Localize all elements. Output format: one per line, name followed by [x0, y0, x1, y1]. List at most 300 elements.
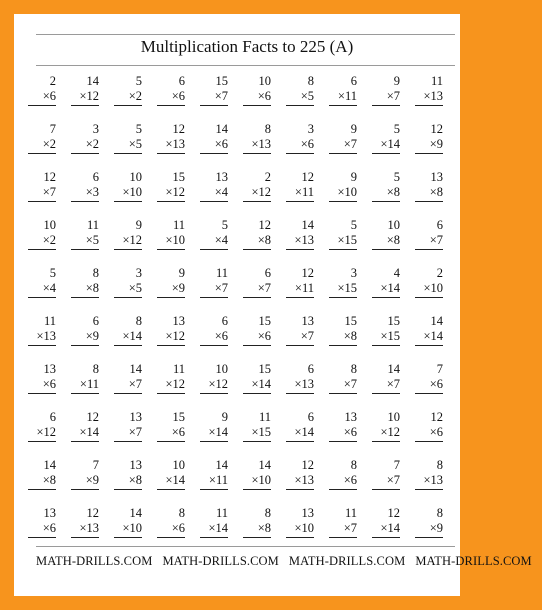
problem-multiplicand: 3 — [307, 122, 314, 136]
problem-multiplicand: 7 — [92, 458, 99, 472]
answer-line — [157, 105, 185, 106]
problem-multiplier: ×7 — [257, 281, 271, 295]
problem-multiplier: ×11 — [294, 281, 314, 295]
problem-multiplicand: 11 — [215, 266, 228, 280]
answer-line — [286, 249, 314, 250]
problem — [12, 74, 56, 108]
problem — [141, 74, 185, 108]
answer-line — [415, 297, 443, 298]
problem-multiplicand: 8 — [307, 74, 314, 88]
problem-multiplicand: 12 — [43, 170, 56, 184]
problem-multiplicand: 12 — [301, 458, 314, 472]
answer-line — [200, 153, 228, 154]
answer-line — [243, 489, 271, 490]
problem-multiplicand: 2 — [436, 266, 443, 280]
problem — [399, 74, 443, 108]
problem — [313, 314, 357, 348]
problem-multiplicand: 8 — [264, 506, 271, 520]
problem-multiplier: ×9 — [85, 329, 99, 343]
problem-multiplier: ×7 — [42, 185, 56, 199]
answer-line — [329, 345, 357, 346]
problem — [55, 506, 99, 540]
answer-line — [28, 249, 56, 250]
problem — [141, 266, 185, 300]
problem — [356, 506, 400, 540]
problem-multiplicand: 5 — [135, 74, 142, 88]
problem — [227, 506, 271, 540]
problem — [313, 410, 357, 444]
footer — [36, 551, 532, 571]
problem-multiplier: ×7 — [343, 137, 357, 151]
problem-multiplicand: 12 — [258, 218, 271, 232]
answer-line — [71, 249, 99, 250]
answer-line — [329, 249, 357, 250]
problem-multiplicand: 13 — [301, 314, 314, 328]
answer-line — [286, 153, 314, 154]
problem — [98, 170, 142, 204]
problem-multiplier: ×8 — [386, 185, 400, 199]
problem-multiplicand: 8 — [92, 362, 99, 376]
problem-multiplicand: 10 — [129, 170, 142, 184]
problem-multiplicand: 11 — [215, 506, 228, 520]
problem — [270, 122, 314, 156]
answer-line — [28, 441, 56, 442]
problem — [227, 458, 271, 492]
problem — [98, 218, 142, 252]
problem-multiplicand: 3 — [350, 266, 357, 280]
problem-multiplier: ×14 — [79, 425, 99, 439]
problem-multiplier: ×13 — [294, 377, 314, 391]
problem-multiplier: ×14 — [380, 281, 400, 295]
problem-multiplicand: 8 — [135, 314, 142, 328]
problem-multiplicand: 3 — [92, 122, 99, 136]
answer-line — [243, 537, 271, 538]
problem — [55, 314, 99, 348]
problem-multiplicand: 5 — [221, 218, 228, 232]
problem-multiplicand: 14 — [387, 362, 400, 376]
answer-line — [200, 441, 228, 442]
problem-multiplier: ×14 — [208, 425, 228, 439]
problem-multiplicand: 8 — [264, 122, 271, 136]
problem-multiplicand: 15 — [344, 314, 357, 328]
problem — [399, 506, 443, 540]
problem — [55, 266, 99, 300]
problem-multiplicand: 15 — [258, 314, 271, 328]
problem-multiplier: ×13 — [36, 329, 56, 343]
problem-multiplicand: 9 — [221, 410, 228, 424]
footer-watermark: MATH-DRILLS.COM — [415, 554, 532, 568]
problem-multiplier: ×12 — [251, 185, 271, 199]
problem-multiplier: ×8 — [128, 473, 142, 487]
problem — [184, 74, 228, 108]
problem-multiplier: ×12 — [36, 425, 56, 439]
answer-line — [28, 153, 56, 154]
problem-multiplier: ×14 — [380, 521, 400, 535]
answer-line — [372, 153, 400, 154]
problem-multiplicand: 9 — [135, 218, 142, 232]
problem-multiplier: ×14 — [251, 377, 271, 391]
problem — [270, 410, 314, 444]
problem-multiplier: ×7 — [386, 377, 400, 391]
problem — [270, 458, 314, 492]
problem-multiplicand: 13 — [129, 458, 142, 472]
problem — [184, 122, 228, 156]
answer-line — [200, 105, 228, 106]
problem-multiplier: ×8 — [343, 329, 357, 343]
problem — [399, 170, 443, 204]
problem-multiplicand: 6 — [178, 74, 185, 88]
problem — [12, 410, 56, 444]
answer-line — [114, 537, 142, 538]
answer-line — [114, 153, 142, 154]
problem — [399, 218, 443, 252]
answer-line — [71, 537, 99, 538]
problem-multiplier: ×13 — [294, 473, 314, 487]
problem-multiplier: ×6 — [171, 521, 185, 535]
answer-line — [329, 537, 357, 538]
problem-multiplicand: 13 — [215, 170, 228, 184]
problem-multiplier: ×14 — [294, 425, 314, 439]
problem-multiplicand: 5 — [49, 266, 56, 280]
problem-multiplicand: 3 — [135, 266, 142, 280]
answer-line — [372, 441, 400, 442]
problem-multiplier: ×14 — [380, 137, 400, 151]
problem — [270, 314, 314, 348]
problem — [356, 362, 400, 396]
problem-multiplier: ×6 — [343, 473, 357, 487]
answer-line — [415, 153, 443, 154]
problem-multiplier: ×7 — [386, 89, 400, 103]
answer-line — [372, 201, 400, 202]
problem — [399, 458, 443, 492]
problem — [399, 266, 443, 300]
answer-line — [157, 489, 185, 490]
answer-line — [372, 249, 400, 250]
problem-multiplier: ×15 — [337, 233, 357, 247]
problem-multiplier: ×12 — [208, 377, 228, 391]
problem-multiplier: ×15 — [337, 281, 357, 295]
problem — [313, 74, 357, 108]
answer-line — [114, 441, 142, 442]
problem-multiplicand: 14 — [43, 458, 56, 472]
problem-multiplier: ×13 — [423, 473, 443, 487]
problem-multiplier: ×10 — [165, 233, 185, 247]
answer-line — [71, 105, 99, 106]
problem-multiplier: ×7 — [343, 521, 357, 535]
problem-multiplicand: 6 — [307, 410, 314, 424]
problem-multiplicand: 9 — [350, 170, 357, 184]
problem-multiplier: ×8 — [257, 521, 271, 535]
problem-multiplier: ×9 — [85, 473, 99, 487]
problem-multiplicand: 12 — [86, 506, 99, 520]
answer-line — [286, 297, 314, 298]
answer-line — [372, 537, 400, 538]
answer-line — [200, 297, 228, 298]
problem — [98, 122, 142, 156]
problem-multiplicand: 13 — [129, 410, 142, 424]
problem-multiplicand: 8 — [350, 362, 357, 376]
problem — [55, 74, 99, 108]
problem-multiplier: ×10 — [337, 185, 357, 199]
answer-line — [28, 297, 56, 298]
problem-multiplier: ×8 — [257, 233, 271, 247]
problem — [141, 314, 185, 348]
problem — [270, 506, 314, 540]
problem — [184, 506, 228, 540]
problem — [184, 458, 228, 492]
problem-multiplier: ×12 — [165, 377, 185, 391]
problem-multiplier: ×6 — [214, 329, 228, 343]
problem-multiplier: ×8 — [429, 185, 443, 199]
problem-multiplicand: 6 — [92, 170, 99, 184]
answer-line — [329, 489, 357, 490]
answer-line — [415, 489, 443, 490]
answer-line — [286, 393, 314, 394]
answer-line — [415, 393, 443, 394]
answer-line — [372, 489, 400, 490]
problem-multiplicand: 8 — [436, 506, 443, 520]
problem-multiplicand: 10 — [172, 458, 185, 472]
problem — [227, 410, 271, 444]
answer-line — [157, 153, 185, 154]
problem-multiplier: ×7 — [386, 473, 400, 487]
problem-grid — [14, 14, 460, 544]
problem — [141, 170, 185, 204]
problem-multiplier: ×5 — [128, 281, 142, 295]
answer-line — [114, 393, 142, 394]
problem — [313, 458, 357, 492]
problem — [184, 410, 228, 444]
problem-multiplier: ×9 — [429, 521, 443, 535]
answer-line — [372, 345, 400, 346]
problem-multiplier: ×4 — [214, 185, 228, 199]
answer-line — [243, 249, 271, 250]
answer-line — [28, 537, 56, 538]
answer-line — [200, 393, 228, 394]
problem-multiplicand: 14 — [86, 74, 99, 88]
problem-multiplicand: 4 — [393, 266, 400, 280]
answer-line — [415, 537, 443, 538]
problem-multiplicand: 6 — [307, 362, 314, 376]
problem-multiplicand: 7 — [49, 122, 56, 136]
problem — [184, 266, 228, 300]
problem-multiplier: ×10 — [294, 521, 314, 535]
problem — [356, 314, 400, 348]
problem-multiplier: ×6 — [42, 377, 56, 391]
problem — [141, 122, 185, 156]
problem — [399, 122, 443, 156]
problem-multiplier: ×14 — [122, 329, 142, 343]
problem-multiplier: ×15 — [380, 329, 400, 343]
problem — [141, 458, 185, 492]
problem-multiplicand: 14 — [215, 122, 228, 136]
problem-multiplier: ×8 — [42, 473, 56, 487]
problem-multiplier: ×7 — [429, 233, 443, 247]
problem — [55, 362, 99, 396]
problem — [184, 314, 228, 348]
problem — [141, 410, 185, 444]
problem — [141, 218, 185, 252]
problem — [141, 506, 185, 540]
problem-multiplicand: 10 — [258, 74, 271, 88]
problem-multiplicand: 2 — [49, 74, 56, 88]
answer-line — [114, 249, 142, 250]
problem — [12, 458, 56, 492]
problem-multiplicand: 12 — [301, 266, 314, 280]
problem-multiplicand: 11 — [172, 218, 185, 232]
problem-multiplier: ×11 — [79, 377, 99, 391]
answer-line — [286, 105, 314, 106]
problem — [12, 218, 56, 252]
answer-line — [243, 105, 271, 106]
problem — [227, 266, 271, 300]
footer-rule — [36, 546, 455, 547]
problem — [356, 410, 400, 444]
problem — [12, 122, 56, 156]
answer-line — [286, 441, 314, 442]
answer-line — [243, 201, 271, 202]
problem — [313, 170, 357, 204]
problem — [270, 266, 314, 300]
answer-line — [243, 441, 271, 442]
problem-multiplier: ×14 — [208, 521, 228, 535]
problem — [227, 74, 271, 108]
answer-line — [157, 537, 185, 538]
answer-line — [415, 201, 443, 202]
problem — [313, 122, 357, 156]
problem-multiplier: ×6 — [343, 425, 357, 439]
problem-multiplier: ×2 — [42, 233, 56, 247]
problem-multiplier: ×5 — [300, 89, 314, 103]
problem — [55, 218, 99, 252]
problem-multiplicand: 6 — [221, 314, 228, 328]
problem-multiplicand: 10 — [43, 218, 56, 232]
problem-multiplicand: 13 — [43, 362, 56, 376]
problem-multiplicand: 5 — [350, 218, 357, 232]
problem-multiplicand: 8 — [350, 458, 357, 472]
answer-line — [28, 201, 56, 202]
problem-multiplicand: 14 — [215, 458, 228, 472]
answer-line — [28, 105, 56, 106]
answer-line — [415, 345, 443, 346]
problem-multiplicand: 12 — [301, 170, 314, 184]
answer-line — [200, 537, 228, 538]
problem-multiplicand: 10 — [387, 410, 400, 424]
problem — [227, 314, 271, 348]
problem-multiplier: ×9 — [429, 137, 443, 151]
problem — [313, 362, 357, 396]
answer-line — [415, 441, 443, 442]
answer-line — [200, 201, 228, 202]
problem — [356, 218, 400, 252]
problem-multiplicand: 6 — [92, 314, 99, 328]
problem-multiplicand: 15 — [172, 410, 185, 424]
problem-multiplier: ×6 — [429, 425, 443, 439]
problem-multiplier: ×12 — [165, 185, 185, 199]
problem-multiplier: ×10 — [122, 185, 142, 199]
problem — [184, 362, 228, 396]
problem — [55, 170, 99, 204]
answer-line — [157, 441, 185, 442]
problem-multiplier: ×12 — [165, 329, 185, 343]
problem — [98, 314, 142, 348]
problem-multiplicand: 13 — [344, 410, 357, 424]
problem-multiplicand: 12 — [86, 410, 99, 424]
problem-multiplicand: 13 — [172, 314, 185, 328]
problem-multiplicand: 11 — [258, 410, 271, 424]
problem-multiplier: ×6 — [429, 377, 443, 391]
problem-multiplicand: 7 — [393, 458, 400, 472]
problem-multiplicand: 6 — [49, 410, 56, 424]
answer-line — [286, 489, 314, 490]
problem-multiplier: ×12 — [79, 89, 99, 103]
problem-multiplicand: 12 — [172, 122, 185, 136]
answer-line — [286, 201, 314, 202]
problem-multiplier: ×6 — [171, 89, 185, 103]
answer-line — [157, 297, 185, 298]
problem — [98, 458, 142, 492]
problem — [227, 170, 271, 204]
problem — [313, 506, 357, 540]
problem — [356, 458, 400, 492]
problem-multiplicand: 14 — [258, 458, 271, 472]
problem-multiplier: ×7 — [300, 329, 314, 343]
problem-multiplicand: 5 — [393, 122, 400, 136]
problem-multiplicand: 5 — [393, 170, 400, 184]
problem — [55, 458, 99, 492]
answer-line — [157, 393, 185, 394]
answer-line — [329, 441, 357, 442]
problem — [356, 266, 400, 300]
problem — [141, 362, 185, 396]
problem-multiplicand: 12 — [430, 122, 443, 136]
problem-multiplier: ×6 — [42, 89, 56, 103]
problem-multiplicand: 11 — [172, 362, 185, 376]
problem-multiplier: ×3 — [85, 185, 99, 199]
problem-multiplicand: 8 — [436, 458, 443, 472]
answer-line — [415, 105, 443, 106]
problem-multiplier: ×7 — [343, 377, 357, 391]
problem — [313, 218, 357, 252]
problem-multiplicand: 6 — [436, 218, 443, 232]
problem-multiplier: ×13 — [79, 521, 99, 535]
answer-line — [71, 441, 99, 442]
problem-multiplier: ×15 — [251, 425, 271, 439]
problem — [98, 266, 142, 300]
problem-multiplicand: 14 — [129, 506, 142, 520]
problem — [270, 362, 314, 396]
answer-line — [71, 345, 99, 346]
answer-line — [329, 297, 357, 298]
answer-line — [28, 489, 56, 490]
problem-multiplicand: 9 — [393, 74, 400, 88]
answer-line — [114, 201, 142, 202]
problem-multiplier: ×7 — [128, 377, 142, 391]
problem — [184, 170, 228, 204]
problem-multiplicand: 6 — [350, 74, 357, 88]
problem — [12, 314, 56, 348]
problem-multiplier: ×2 — [42, 137, 56, 151]
problem-multiplier: ×10 — [122, 521, 142, 535]
problem-multiplicand: 14 — [430, 314, 443, 328]
problem-multiplier: ×6 — [214, 137, 228, 151]
footer-watermark: MATH-DRILLS.COM — [288, 554, 406, 568]
problem — [356, 122, 400, 156]
problem-multiplicand: 11 — [344, 506, 357, 520]
answer-line — [243, 153, 271, 154]
problem-multiplier: ×14 — [423, 329, 443, 343]
problem-multiplier: ×13 — [294, 233, 314, 247]
